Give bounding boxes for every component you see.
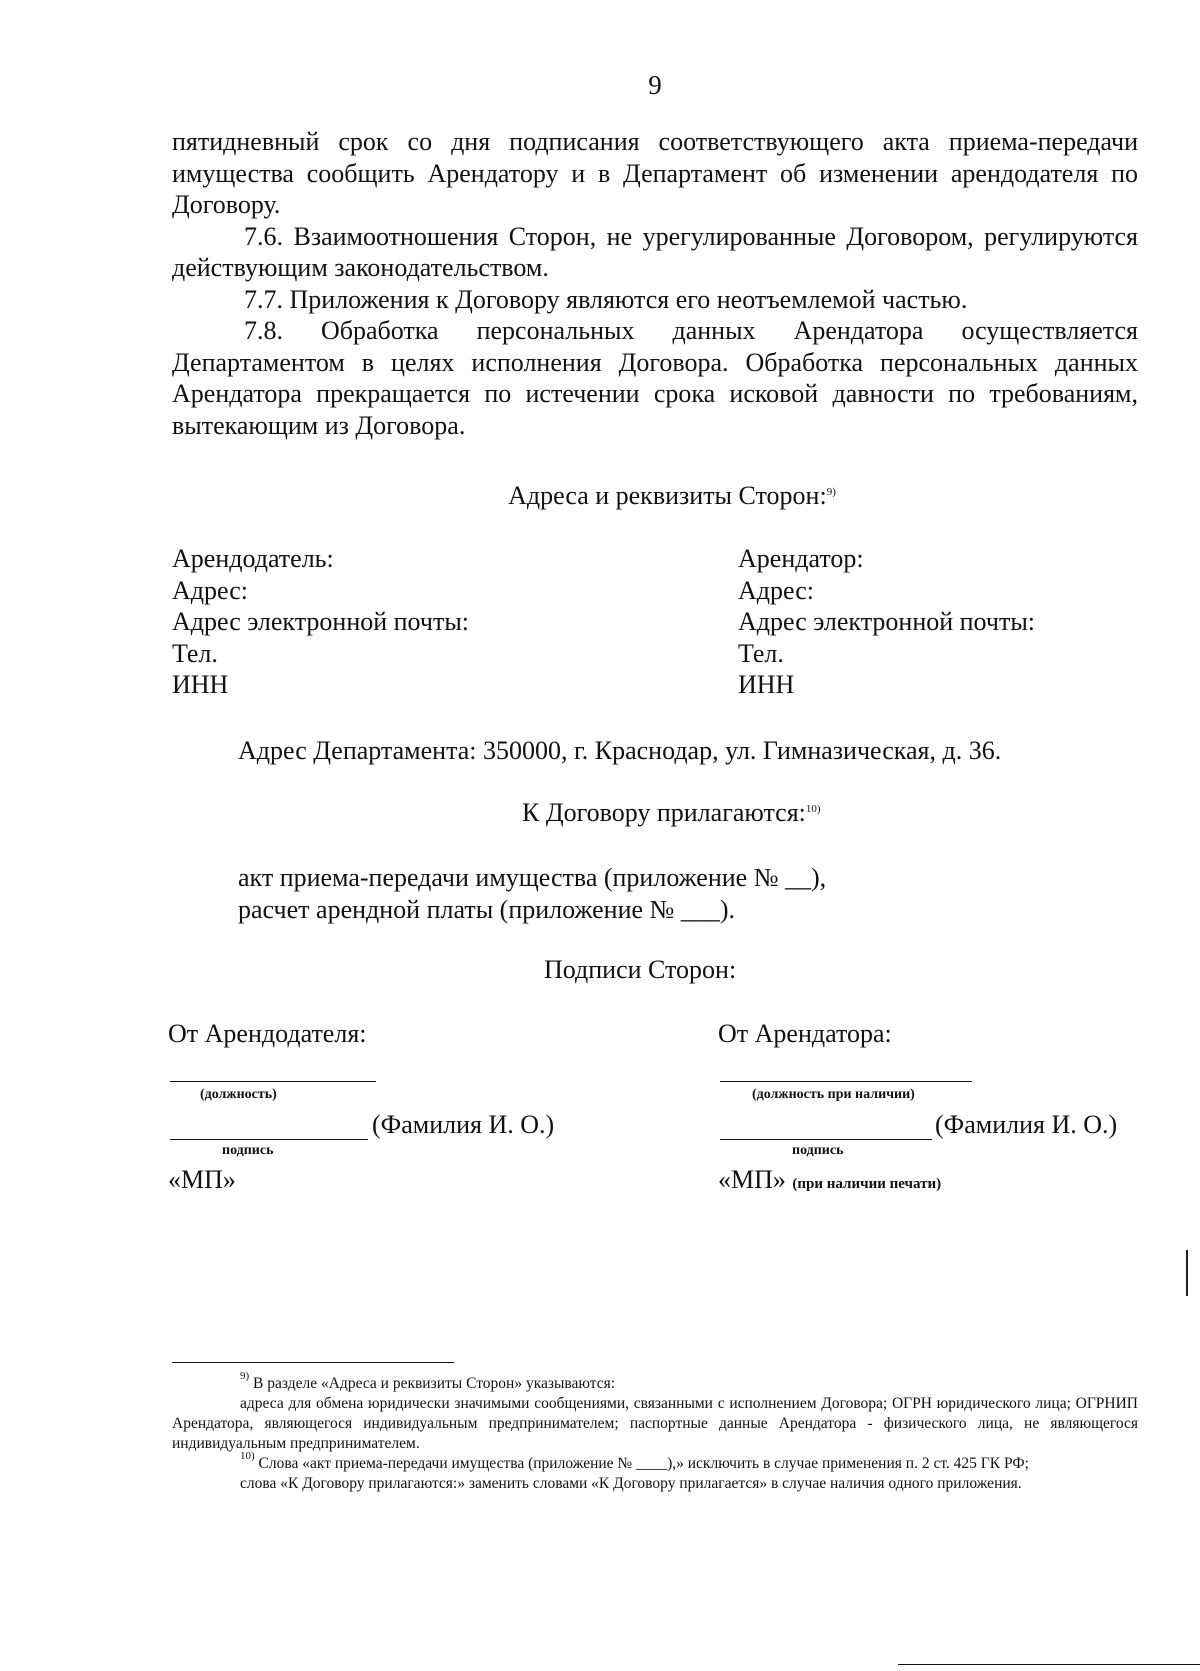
page-number: 9 <box>648 70 662 100</box>
tenant-requisites <box>738 543 1035 701</box>
tenant-stamp-note: (при наличии печати) <box>792 1176 942 1192</box>
attachments-heading-block <box>522 797 821 829</box>
footnote-10-text-2: слова «К Договору прилагаются:» заменить словами «К Договору прилагается» в случае наличия одного приложения. <box>240 1475 1022 1492</box>
landlord-phone: Тел. <box>172 638 218 668</box>
addresses-heading-block <box>172 480 1172 512</box>
landlord-address: Адрес: <box>172 575 248 605</box>
landlord-inn: ИНН <box>172 670 229 699</box>
addresses-note-ref: 9) <box>826 486 836 498</box>
footnote-separator <box>172 1362 454 1363</box>
signatures-heading: Подписи Сторон: <box>544 955 737 984</box>
tenant-title: Арендатор: <box>738 544 864 573</box>
landlord-email: Адрес электронной почты: <box>172 607 470 636</box>
footnote-10-text: Слова «акт приема-передачи имущества (приложение № ____),» исключить в случае применения п. 2 ст. 425 ГК РФ; <box>258 1455 1029 1472</box>
landlord-title: Арендодатель: <box>172 544 334 573</box>
addresses-heading: Адреса и реквизиты Сторон: <box>508 481 827 510</box>
clauses-section <box>172 126 1138 441</box>
tenant-position-caption: (должность при наличии) <box>752 1087 915 1102</box>
attachments-note-ref: 10) <box>805 803 821 815</box>
tenant-position-line <box>720 1081 972 1082</box>
tenant-signature-caption: подпись <box>792 1143 844 1158</box>
top-paragraph: пятидневный срок со дня подписания соответствующего акта приема-передачи имущества сообщить Арендатору и в Департамент об изменении арендодателя по Договору. <box>172 127 1138 219</box>
footnote-9-text: адреса для обмена юридически значимыми сообщениями, связанными с исполнением Договора; ОГРН юридического лица; ОГРНИП Арендатора, являющегося индивидуальным предпринимателем; паспортные данные Арендатора - физического лица, не являющегося индивидуальным предпринимателем. <box>172 1395 1138 1452</box>
tenant-stamp: «МП» <box>718 1165 786 1194</box>
tenant-address: Адрес: <box>738 575 814 605</box>
attachment-item: расчет арендной платы (приложение № ___). <box>238 894 735 924</box>
landlord-requisites <box>172 543 469 701</box>
landlord-signature-caption: подпись <box>222 1143 274 1158</box>
landlord-position-caption: (должность) <box>200 1087 277 1102</box>
landlord-position-line <box>170 1081 376 1082</box>
tenant-name: (Фамилия И. О.) <box>935 1110 1118 1139</box>
footnote-9-mark: 9) <box>240 1370 250 1382</box>
tenant-email: Адрес электронной почты: <box>738 607 1036 636</box>
footnote-10-line <box>172 1450 1138 1474</box>
landlord-sign-from: От Арендодателя: <box>168 1019 367 1048</box>
clause-7-7: 7.7. Приложения к Договору являются его неотъемлемой частью. <box>244 284 968 314</box>
landlord-stamp: «МП» <box>168 1165 236 1194</box>
tenant-sign-from: От Арендатора: <box>718 1019 892 1048</box>
tenant-inn: ИНН <box>738 670 795 699</box>
attachment-item: акт приема-передачи имущества (приложение № __), <box>238 863 827 892</box>
tenant-signature-line <box>720 1139 932 1140</box>
clause-7-8: 7.8. Обработка персональных данных Арендатора осуществляется Департаментом в целях исполнения Договора. Обработка персональных данных Арендатора прекращается по истечении срока исковой давности по требованиям, вытекающим из Договора. <box>172 316 1138 440</box>
footnotes <box>172 1370 1138 1494</box>
department-address: Адрес Департамента: 350000, г. Краснодар, ул. Гимназическая, д. 36. <box>238 736 1002 765</box>
footnote-10-mark: 10) <box>240 1450 255 1462</box>
tenant-stamp-block <box>718 1164 941 1201</box>
landlord-signature-line <box>170 1139 368 1140</box>
clause-7-6: 7.6. Взаимоотношения Сторон, не урегулированные Договором, регулируются действующим законодательством. <box>172 221 1138 282</box>
landlord-name: (Фамилия И. О.) <box>372 1110 555 1139</box>
scan-artifact <box>1186 1250 1188 1296</box>
attachments-heading: К Договору прилагаются: <box>522 798 806 827</box>
scan-edge-line <box>898 1664 1200 1665</box>
tenant-phone: Тел. <box>738 638 784 668</box>
footnote-9-intro-line <box>172 1370 1138 1394</box>
footnote-9-intro: В разделе «Адреса и реквизиты Сторон» указываются: <box>253 1375 616 1392</box>
attachments-list <box>238 862 826 925</box>
